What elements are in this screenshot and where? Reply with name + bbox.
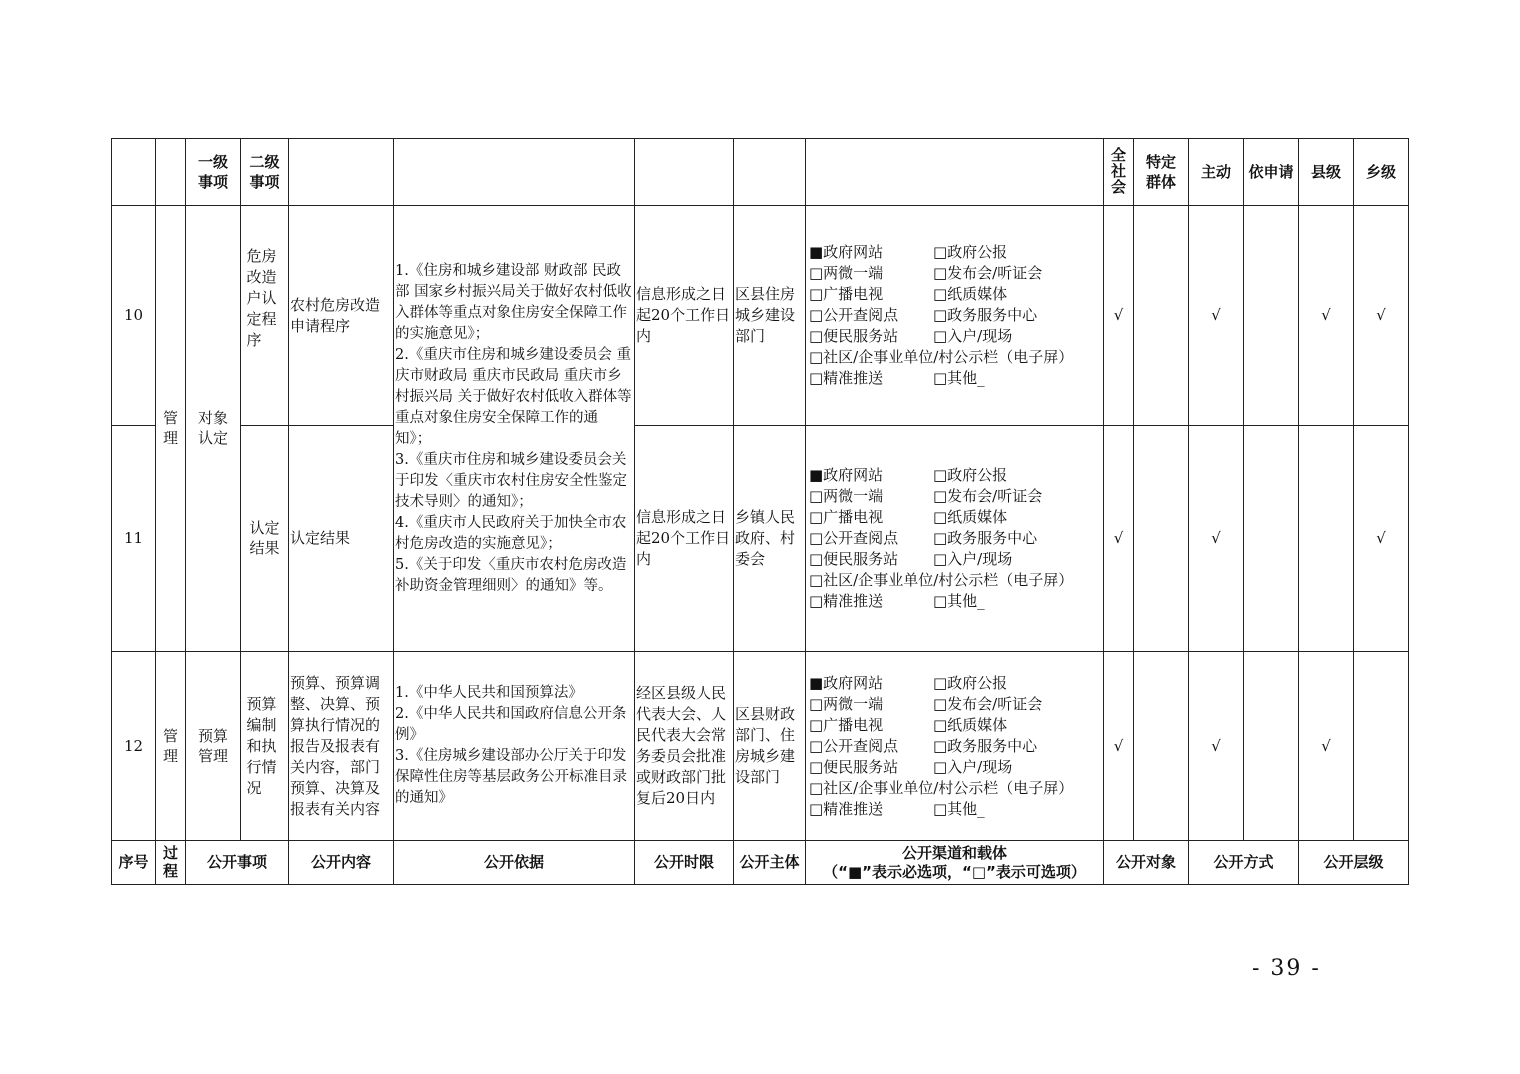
header-cell-blank — [734, 139, 806, 206]
channel-item: □便民服务站 — [809, 550, 899, 568]
level2-cell: 危房改造户认定程序 — [241, 206, 289, 426]
header-cell-blank — [394, 139, 635, 206]
channel-item: □纸质媒体 — [933, 285, 1008, 303]
check-township: √ — [1354, 426, 1409, 652]
channel-item: □政府公报 — [933, 673, 1008, 692]
channel-item: □政府公报 — [933, 243, 1008, 261]
channel-item: □公开查阅点 — [809, 736, 899, 755]
header-on-request: 依申请 — [1244, 139, 1299, 206]
row-number: 10 — [112, 206, 156, 426]
channel-item: □广播电视 — [809, 285, 884, 303]
content-cell: 农村危房改造申请程序 — [289, 206, 394, 426]
check-specific-group — [1134, 652, 1189, 841]
header-cell-blank — [635, 139, 734, 206]
level1-cell: 对象认定 — [186, 206, 241, 652]
disclosure-table — [111, 138, 1409, 885]
check-county: √ — [1299, 652, 1354, 841]
channel-item: □社区/企事业单位/村公示栏（电子屏） — [809, 778, 1074, 797]
basis-cell: 1.《中华人民共和国预算法》 2.《中华人民共和国政府信息公开条例》 3.《住房城乡建设部办公厅关于印发保障性住房等基层政务公开标准目录的通知》 — [394, 652, 635, 841]
footer-time-limit: 公开时限 — [635, 841, 734, 885]
subject-cell: 乡镇人民政府、村委会 — [734, 426, 806, 652]
check-specific-group — [1134, 426, 1189, 652]
channel-item: □纸质媒体 — [933, 508, 1008, 526]
channel-item: □社区/企事业单位/村公示栏（电子屏） — [809, 348, 1074, 366]
channel-item: □两微一端 — [809, 487, 884, 505]
header-proactive: 主动 — [1189, 139, 1244, 206]
level2-cell: 认定结果 — [241, 426, 289, 652]
table-row — [112, 426, 1409, 652]
channel-item: □发布会/听证会 — [933, 487, 1043, 505]
channel-item: □其他_ — [933, 592, 985, 610]
row-number: 12 — [112, 652, 156, 841]
channel-item: □公开查阅点 — [809, 529, 899, 547]
check-county: √ — [1299, 206, 1354, 426]
check-all-society: √ — [1104, 652, 1134, 841]
row-number: 11 — [112, 426, 156, 652]
level1-cell: 预算管理 — [186, 652, 241, 841]
basis-cell: 1.《住房和城乡建设部 财政部 民政部 国家乡村振兴局关于做好农村低收入群体等重点对象住房安全保障工作的实施意见》； 2.《重庆市住房和城乡建设委员会 重庆市财政局 重庆市民政局 重庆市乡村振兴局 关于做好农村低收入群体等重点对象住房安全保障工作的通知》； 3.《重庆市住房和城乡建设委员会关于印发〈重庆市农村住房安全性鉴定技术导则〉的通知》； 4.《重庆市人民政府关于加快全市农村危房改造的实施意见》； 5.《关于印发〈重庆市农村危房改造补助资金管理细则〉的通知》等。 — [394, 206, 635, 652]
channel-item: □广播电视 — [809, 508, 884, 526]
header-cell-blank — [289, 139, 394, 206]
subject-cell: 区县住房城乡建设部门 — [734, 206, 806, 426]
channel-item: □两微一端 — [809, 264, 884, 282]
level2-cell: 预算编制和执行情况 — [241, 652, 289, 841]
check-on-request — [1244, 652, 1299, 841]
footer-method: 公开方式 — [1189, 841, 1299, 885]
channel-item: □发布会/听证会 — [933, 694, 1043, 713]
table-row — [112, 652, 1409, 841]
header-level1: 一级事项 — [186, 139, 241, 206]
footer-level: 公开层级 — [1299, 841, 1409, 885]
channel-item: □其他_ — [933, 799, 985, 818]
channel-item: □政务服务中心 — [933, 529, 1038, 547]
check-proactive: √ — [1189, 426, 1244, 652]
channel-list — [807, 673, 1102, 820]
footer-subject: 公开主体 — [734, 841, 806, 885]
table-header-row — [112, 139, 1409, 206]
channel-item: □广播电视 — [809, 715, 884, 734]
footer-basis: 公开依据 — [394, 841, 635, 885]
channel-list — [807, 242, 1102, 389]
channel-item: □发布会/听证会 — [933, 264, 1043, 282]
channel-item: □入户/现场 — [933, 757, 1013, 776]
channel-item: □社区/企事业单位/村公示栏（电子屏） — [809, 571, 1074, 589]
check-township — [1354, 652, 1409, 841]
channel-item: □政务服务中心 — [933, 736, 1038, 755]
header-cell-blank — [806, 139, 1104, 206]
channel-item: □便民服务站 — [809, 757, 899, 776]
channel-item: □纸质媒体 — [933, 715, 1008, 734]
table-footer-row — [112, 841, 1409, 885]
channel-list — [807, 465, 1102, 612]
check-proactive: √ — [1189, 652, 1244, 841]
header-township: 乡级 — [1354, 139, 1409, 206]
channel-item: □两微一端 — [809, 694, 884, 713]
footer-no: 序号 — [112, 841, 156, 885]
channel-item: □公开查阅点 — [809, 306, 899, 324]
channels-cell — [806, 426, 1104, 652]
channels-cell — [806, 652, 1104, 841]
header-level2: 二级事项 — [241, 139, 289, 206]
check-all-society: √ — [1104, 426, 1134, 652]
check-on-request — [1244, 206, 1299, 426]
time-limit-cell: 经区县级人民代表大会、人民代表大会常务委员会批准或财政部门批复后20日内 — [635, 652, 734, 841]
channel-item: □其他_ — [933, 369, 985, 387]
channel-item: □政务服务中心 — [933, 306, 1038, 324]
check-proactive: √ — [1189, 206, 1244, 426]
header-specific-group: 特定群体 — [1134, 139, 1189, 206]
header-cell-blank — [156, 139, 186, 206]
channel-item: ■政府网站 — [809, 466, 884, 484]
channel-item: □入户/现场 — [933, 327, 1013, 345]
table-row — [112, 206, 1409, 426]
footer-channels-title: 公开渠道和载体 — [901, 843, 1007, 862]
channel-item: ■政府网站 — [809, 673, 884, 692]
footer-item: 公开事项 — [186, 841, 289, 885]
channel-item: □入户/现场 — [933, 550, 1013, 568]
content-cell: 认定结果 — [289, 426, 394, 652]
time-limit-cell: 信息形成之日起20个工作日内 — [635, 426, 734, 652]
check-specific-group — [1134, 206, 1189, 426]
header-all-society: 全社会 — [1104, 139, 1134, 206]
footer-audience: 公开对象 — [1104, 841, 1189, 885]
header-county: 县级 — [1299, 139, 1354, 206]
channel-item: □精准推送 — [809, 369, 884, 387]
time-limit-cell: 信息形成之日起20个工作日内 — [635, 206, 734, 426]
footer-process: 过程 — [156, 841, 186, 885]
process-cell: 管理 — [156, 206, 186, 652]
channel-item: ■政府网站 — [809, 243, 884, 261]
channel-item: □政府公报 — [933, 466, 1008, 484]
header-cell-blank — [112, 139, 156, 206]
channel-item: □精准推送 — [809, 592, 884, 610]
check-county — [1299, 426, 1354, 652]
subject-cell: 区县财政部门、住房城乡建设部门 — [734, 652, 806, 841]
check-township: √ — [1354, 206, 1409, 426]
footer-channels-note: （“■”表示必选项，“□”表示可选项） — [823, 862, 1086, 881]
page-number: - 39 - — [1252, 956, 1321, 981]
footer-channels — [806, 841, 1104, 885]
check-all-society: √ — [1104, 206, 1134, 426]
channels-cell — [806, 206, 1104, 426]
content-cell: 预算、预算调整、决算、预算执行情况的报告及报表有关内容，部门预算、决算及报表有关内容 — [289, 652, 394, 841]
channel-item: □精准推送 — [809, 799, 884, 818]
footer-content: 公开内容 — [289, 841, 394, 885]
process-cell: 管理 — [156, 652, 186, 841]
channel-item: □便民服务站 — [809, 327, 899, 345]
check-on-request — [1244, 426, 1299, 652]
